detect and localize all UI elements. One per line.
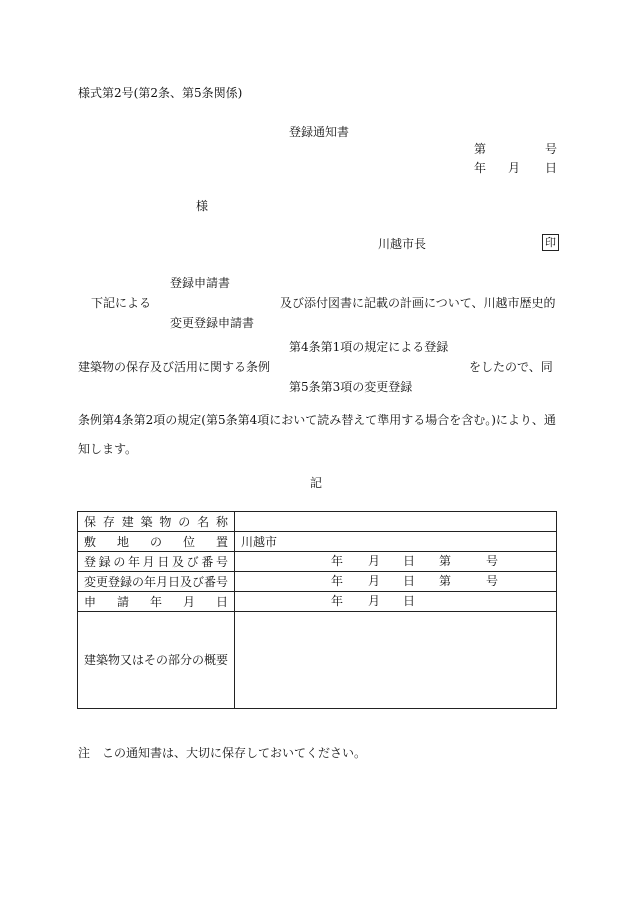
app-month: 月 <box>368 594 381 608</box>
ki-heading: 記 <box>310 476 323 490</box>
seal-mark: 印 <box>542 234 559 251</box>
row-label-building-name: 保存建築物の名称 <box>78 512 235 532</box>
option-rule-registration: 第4条第1項の規定による登録 <box>289 340 449 354</box>
footer-note: 注 この通知書は、大切に保存しておいてください。 <box>78 746 367 760</box>
date-month: 月 <box>508 161 521 175</box>
form-id: 様式第2号(第2条、第5条関係) <box>78 86 243 100</box>
date-year: 年 <box>474 161 487 175</box>
ordinance-name: 建築物の保存及び活用に関する条例 <box>78 360 271 374</box>
option-registration-application: 登録申請書 <box>170 276 231 290</box>
date-day: 日 <box>545 161 558 175</box>
row-label-change-registration-date: 変更登録の年月日及び番号 <box>78 572 235 592</box>
table-row <box>78 552 557 572</box>
reg-day: 日 <box>403 554 416 568</box>
row-value-building-overview <box>235 612 557 709</box>
table-row <box>78 572 557 592</box>
body-line3: 条例第4条第2項の規定(第5条第4項において読み替えて準用する場合を含む。)により、通 <box>78 413 556 427</box>
row-label-application-date: 申請年月日 <box>78 592 235 612</box>
issuer-name: 川越市長 <box>378 237 427 251</box>
app-day: 日 <box>403 594 416 608</box>
document-title: 登録通知書 <box>289 125 350 139</box>
chg-day: 日 <box>403 574 416 588</box>
table-row <box>78 612 557 709</box>
chg-go: 号 <box>486 574 499 588</box>
reg-year: 年 <box>331 554 344 568</box>
body-line2-tail: をしたので、同 <box>469 360 553 374</box>
number-dai: 第 <box>474 142 487 156</box>
chg-month: 月 <box>368 574 381 588</box>
app-year: 年 <box>331 594 344 608</box>
option-change-application: 変更登録申請書 <box>170 316 255 330</box>
row-label-site-location: 敷地の位置 <box>78 532 235 552</box>
record-table <box>77 511 557 709</box>
number-go: 号 <box>545 142 558 156</box>
row-label-building-overview: 建築物又はその部分の概要 <box>78 612 235 709</box>
table-row <box>78 512 557 532</box>
reg-dai: 第 <box>439 554 452 568</box>
reg-month: 月 <box>368 554 381 568</box>
body-lead: 下記による <box>91 296 152 310</box>
body-line4: 知します。 <box>78 442 138 456</box>
row-value-change-registration-date <box>235 572 557 592</box>
chg-year: 年 <box>331 574 344 588</box>
option-rule-change: 第5条第3項の変更登録 <box>289 380 413 394</box>
body-line1-tail: 及び添付図書に記載の計画について、川越市歴史的 <box>280 296 556 310</box>
row-value-registration-date <box>235 552 557 572</box>
addressee-suffix: 様 <box>196 199 209 213</box>
table-row <box>78 532 557 552</box>
table-row <box>78 592 557 612</box>
row-value-building-name <box>235 512 557 532</box>
row-value-application-date <box>235 592 557 612</box>
row-label-registration-date: 登録の年月日及び番号 <box>78 552 235 572</box>
chg-dai: 第 <box>439 574 452 588</box>
reg-go: 号 <box>486 554 499 568</box>
row-value-site-location: 川越市 <box>235 532 557 552</box>
